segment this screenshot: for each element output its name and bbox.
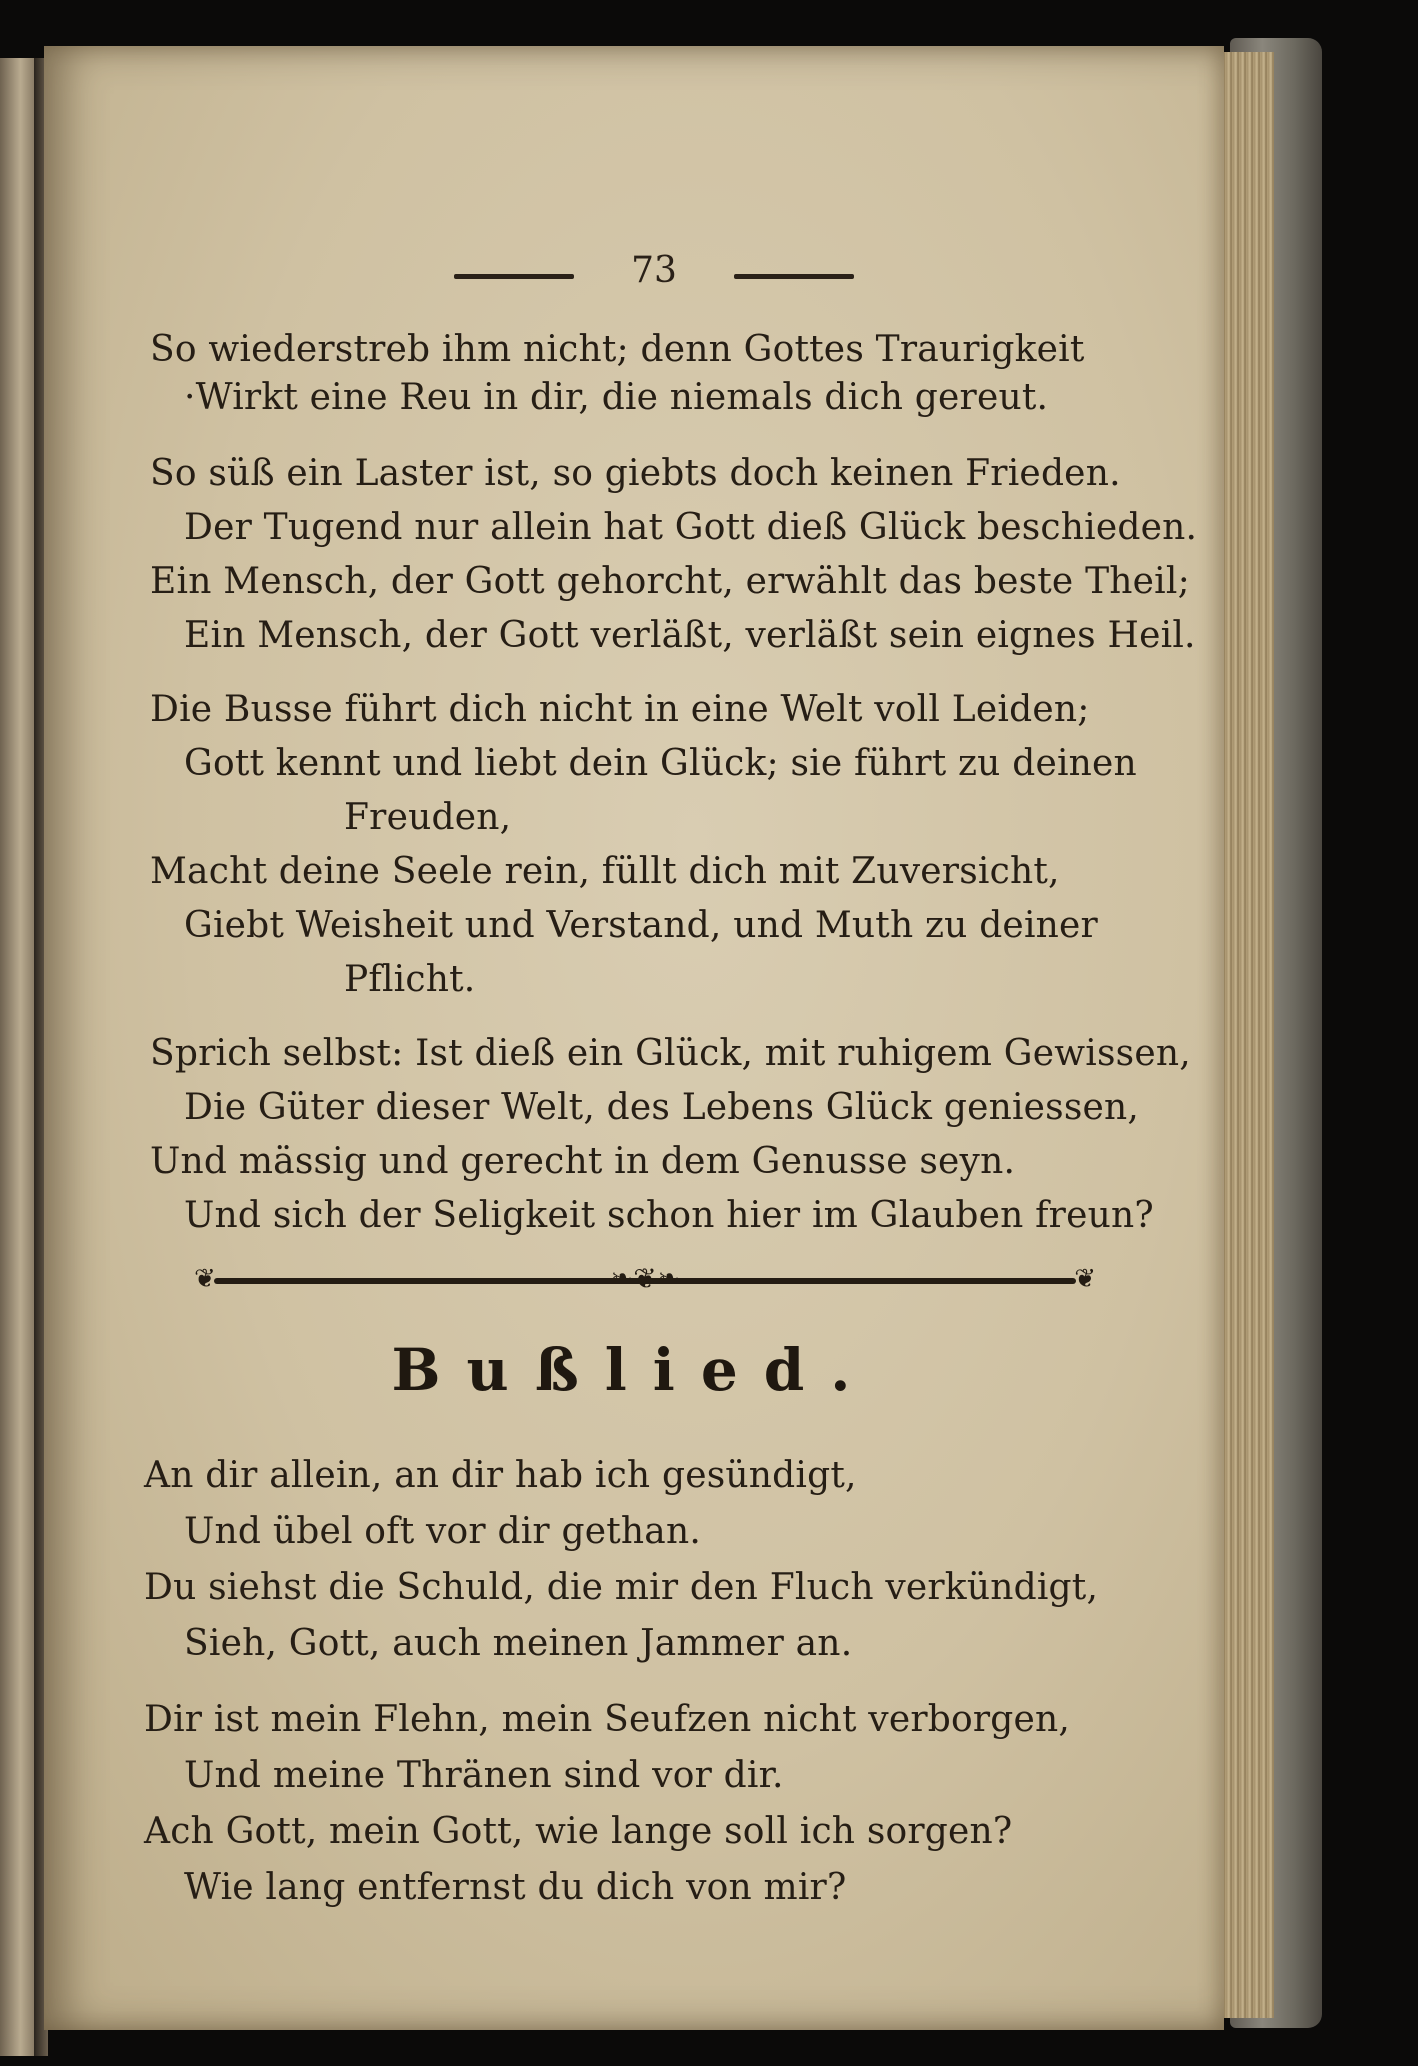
poem-line: Giebt Weisheit und Verstand, und Muth zu deiner <box>184 905 1098 946</box>
divider-flourish-icon: ❧❦❧ <box>609 1262 681 1295</box>
header-rule-right <box>734 274 854 279</box>
poem-line: Und meine Thränen sind vor dir. <box>184 1755 784 1796</box>
poem-line: Und übel oft vor dir gethan. <box>184 1511 701 1552</box>
poem-line: Pflicht. <box>344 959 476 1000</box>
hymn-title: Bußlied. <box>391 1336 877 1404</box>
poem-line: Der Tugend nur allein hat Gott dieß Glück beschieden. <box>184 507 1198 548</box>
poem-line-first: An dir allein, an dir hab ich gesündigt, <box>144 1455 857 1496</box>
poem-line: Dir ist mein Flehn, mein Seufzen nicht verborgen, <box>144 1699 1071 1740</box>
page-number: 73 <box>631 250 677 291</box>
left-page-edge <box>0 58 34 2056</box>
poem-line: Ach Gott, mein Gott, wie lange soll ich sorgen? <box>144 1811 1013 1852</box>
poem-line: Ein Mensch, der Gott gehorcht, erwählt das beste Theil; <box>150 561 1190 602</box>
page-header <box>444 246 864 306</box>
poem-line: So wiederstreb ihm nicht; denn Gottes Traurigkeit <box>150 329 1085 370</box>
divider-end-right-icon: ❦ <box>1074 1264 1096 1294</box>
poem-line: So süß ein Laster ist, so giebts doch keinen Frieden. <box>150 453 1121 494</box>
poem-line: Macht deine Seele rein, füllt dich mit Zuversicht, <box>150 851 1060 892</box>
poem-line: Die Güter dieser Welt, des Lebens Glück geniessen, <box>184 1087 1140 1128</box>
poem-line: Sprich selbst: Ist dieß ein Glück, mit ruhigem Gewissen, <box>150 1033 1191 1074</box>
ornamental-divider <box>194 1262 1096 1296</box>
poem-line: Du siehst die Schuld, die mir den Fluch verkündigt, <box>144 1567 1099 1608</box>
poem-line: Die Busse führt dich nicht in eine Welt voll Leiden; <box>150 689 1090 730</box>
poem-line: Sieh, Gott, auch meinen Jammer an. <box>184 1623 853 1664</box>
book-page <box>44 46 1224 2030</box>
poem-line: Freuden, <box>344 797 512 838</box>
poem-line: Und mässig und gerecht in dem Genusse seyn. <box>150 1141 1016 1182</box>
poem-line: Wie lang entfernst du dich von mir? <box>184 1867 847 1908</box>
poem-line: Ein Mensch, der Gott verläßt, verläßt sein eignes Heil. <box>184 615 1196 656</box>
poem-line: Gott kennt und liebt dein Glück; sie führt zu deinen <box>184 743 1137 784</box>
divider-end-left-icon: ❦ <box>194 1264 216 1294</box>
poem-line: Und sich der Seligkeit schon hier im Glauben freun? <box>184 1195 1154 1236</box>
poem-line: ·Wirkt eine Reu in dir, die niemals dich gereut. <box>184 377 1049 418</box>
